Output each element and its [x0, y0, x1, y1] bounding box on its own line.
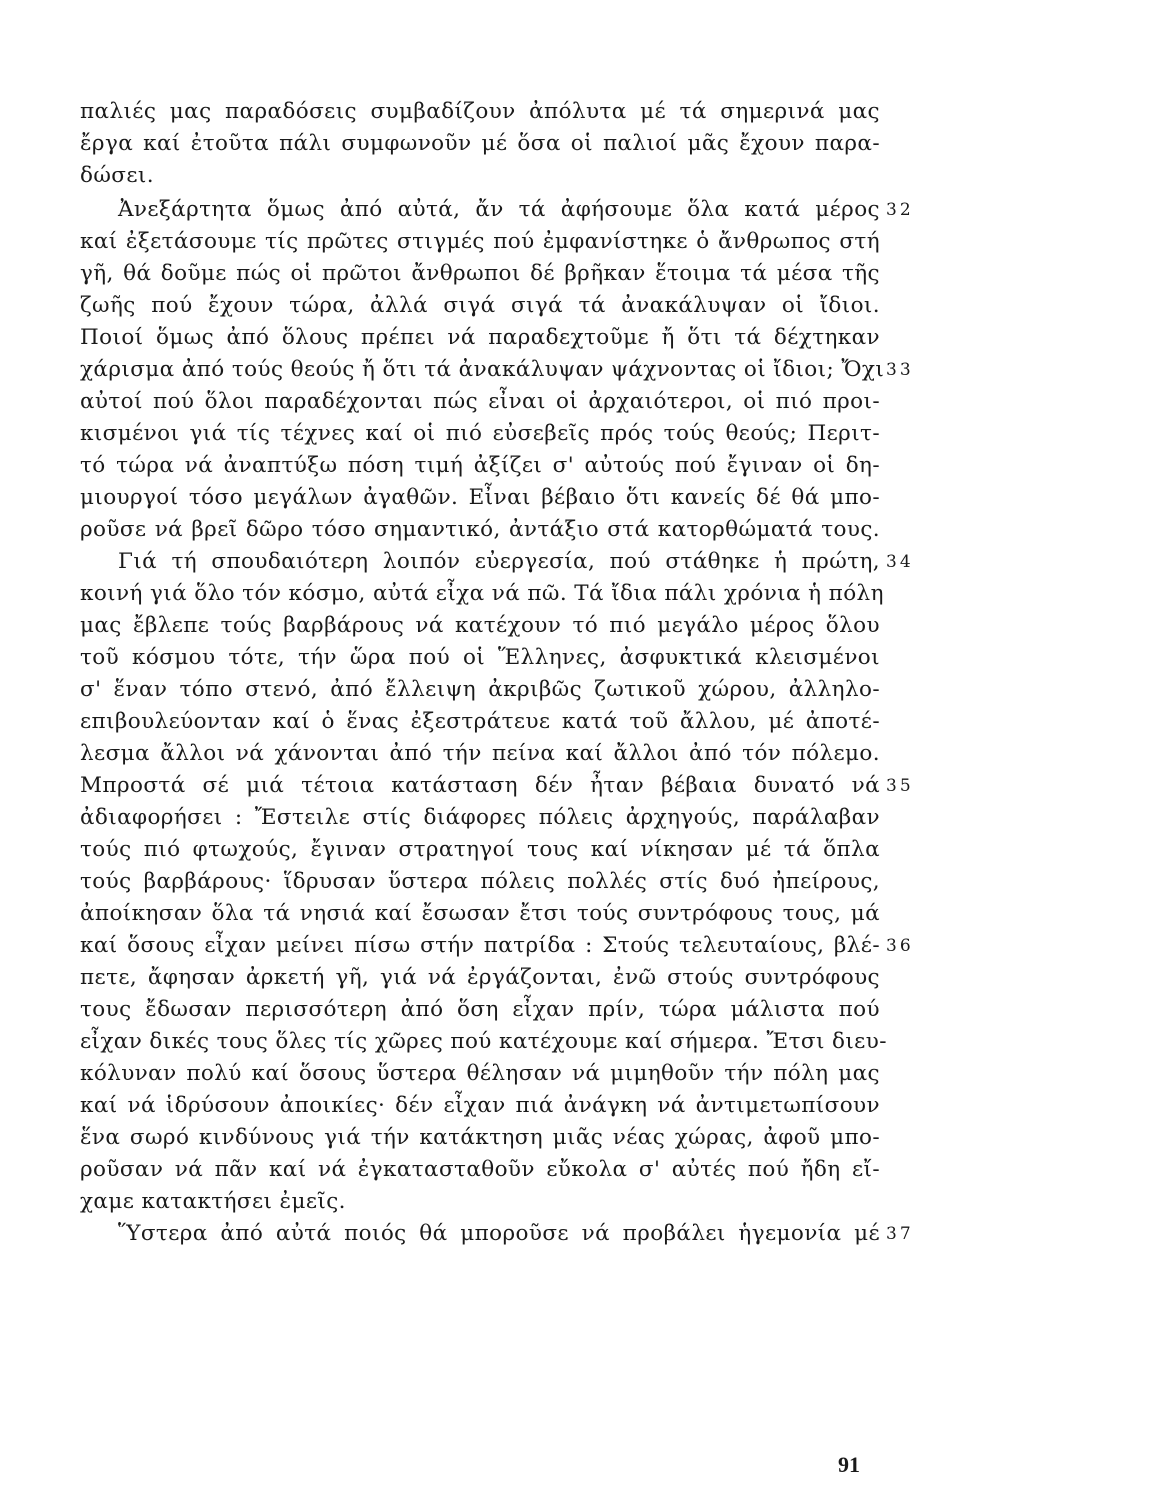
text-line: τούς πιό φτωχούς, ἔγιναν στρατηγοί τους καί νίκησαν μέ τά ὅπλα [80, 837, 880, 862]
text-line: κόλυναν πολύ καί ὅσους ὕστερα θέλησαν νά μιμηθοῦν τήν πόλη μας [80, 1061, 880, 1086]
text-line: χαμε κατακτήσει ἐμεῖς. [80, 1189, 346, 1214]
text-line: ἕνα σωρό κινδύνους γιά τήν κατάκτηση μιᾶς νέας χώρας, ἀφοῦ μπο- [80, 1125, 880, 1150]
margin-number: 34 [886, 552, 914, 572]
text-line: επιβουλεύονταν καί ὁ ἕνας ἐξεστράτευε κατά τοῦ ἄλλου, μέ ἀποτέ- [80, 709, 880, 734]
text-line: λεσμα ἄλλοι νά χάνονται ἀπό τήν πείνα καί ἄλλοι ἀπό τόν πόλεμο. [80, 741, 880, 766]
text-line: καί ὅσους εἶχαν μείνει πίσω στήν πατρίδα : Στούς τελευταίους, βλέ- [80, 933, 880, 958]
text-line: καί νά ἱδρύσουν ἀποικίες· δέν εἶχαν πιά ἀνάγκη νά ἀντιμετωπίσουν [80, 1093, 880, 1118]
text-line: παλιές μας παραδόσεις συμβαδίζουν ἀπόλυτα μέ τά σημερινά μας [80, 99, 880, 124]
text-line: καί ἐξετάσουμε τίς πρῶτες στιγμές πού ἐμφανίστηκε ὁ ἄνθρωπος στή [80, 229, 880, 254]
text-line: Μπροστά σέ μιά τέτοια κατάσταση δέν ἦταν βέβαια δυνατό νά [80, 773, 880, 798]
margin-number: 37 [886, 1224, 914, 1244]
text-line: ἔργα καί ἐτοῦτα πάλι συμφωνοῦν μέ ὅσα οἱ παλιοί μᾶς ἔχουν παρα- [80, 131, 880, 156]
margin-number: 33 [886, 360, 914, 380]
text-line: ἀποίκησαν ὅλα τά νησιά καί ἔσωσαν ἔτσι τούς συντρόφους τους, μά [80, 901, 880, 926]
text-line: Ποιοί ὅμως ἀπό ὅλους πρέπει νά παραδεχτοῦμε ἤ ὅτι τά δέχτηκαν [80, 325, 880, 350]
text-line: Ὕστερα ἀπό αὐτά ποιός θά μποροῦσε νά προβάλει ἡγεμονία μέ [118, 1221, 880, 1246]
text-line: δώσει. [80, 163, 154, 188]
text-line: εἶχαν δικές τους ὅλες τίς χῶρες πού κατέχουμε καί σήμερα. Ἔτσι διευ- [80, 1029, 887, 1054]
text-line: μας ἔβλεπε τούς βαρβάρους νά κατέχουν τό πιό μεγάλο μέρος ὅλου [80, 613, 880, 638]
text-line: ροῦσε νά βρεῖ δῶρο τόσο σημαντικό, ἀντάξιο στά κατορθώματά τους. [80, 517, 880, 542]
text-line: πετε, ἄφησαν ἀρκετή γῆ, γιά νά ἐργάζονται, ἐνῶ στούς συντρόφους [80, 965, 880, 990]
text-line: τό τώρα νά ἀναπτύξω πόση τιμή ἀξίζει σ' αὐτούς πού ἔγιναν οἱ δη- [80, 453, 880, 478]
text-line: μιουργοί τόσο μεγάλων ἀγαθῶν. Εἶναι βέβαιο ὅτι κανείς δέ θά μπο- [80, 485, 880, 510]
text-line: ἀδιαφορήσει : Ἔστειλε στίς διάφορες πόλεις ἀρχηγούς, παράλαβαν [80, 805, 880, 830]
margin-number: 32 [886, 200, 914, 220]
text-line: κισμένοι γιά τίς τέχνες καί οἱ πιό εὐσεβεῖς πρός τούς θεούς; Περιτ- [80, 421, 880, 446]
margin-number: 36 [886, 936, 914, 956]
text-line: σ' ἕναν τόπο στενό, ἀπό ἔλλειψη ἀκριβῶς ζωτικοῦ χώρου, ἀλληλο- [80, 677, 880, 702]
text-line: χάρισμα ἀπό τούς θεούς ἤ ὅτι τά ἀνακάλυψαν ψάχνοντας οἱ ἴδιοι; Ὄχι [80, 357, 885, 382]
text-line: τους ἔδωσαν περισσότερη ἀπό ὅση εἶχαν πρίν, τώρα μάλιστα πού [80, 997, 880, 1022]
text-line: γῆ, θά δοῦμε πώς οἱ πρῶτοι ἄνθρωποι δέ βρῆκαν ἕτοιμα τά μέσα τῆς [80, 261, 880, 286]
text-line: Γιά τή σπουδαιότερη λοιπόν εὐεργεσία, πού στάθηκε ἡ πρώτη, [118, 549, 880, 574]
text-line: κοινή γιά ὅλο τόν κόσμο, αὐτά εἶχα νά πῶ. Τά ἴδια πάλι χρόνια ἡ πόλη [80, 581, 884, 606]
text-line: τοῦ κόσμου τότε, τήν ὥρα πού οἱ Ἕλληνες, ἀσφυκτικά κλεισμένοι [80, 645, 880, 670]
text-line: τούς βαρβάρους· ἵδρυσαν ὕστερα πόλεις πολλές στίς δυό ἠπείρους, [80, 869, 880, 894]
text-line: αὐτοί πού ὅλοι παραδέχονται πώς εἶναι οἱ ἀρχαιότεροι, οἱ πιό προι- [80, 389, 880, 414]
text-line: ροῦσαν νά πᾶν καί νά ἐγκατασταθοῦν εὔκολα σ' αὐτές πού ἤδη εἴ- [80, 1157, 880, 1182]
text-line: ζωῆς πού ἔχουν τώρα, ἀλλά σιγά σιγά τά ἀνακάλυψαν οἱ ἴδιοι. [80, 293, 880, 318]
text-line: Ἀνεξάρτητα ὅμως ἀπό αὐτά, ἄν τά ἀφήσουμε ὅλα κατά μέρος [118, 197, 880, 222]
page-number: 91 [838, 1452, 860, 1477]
margin-number: 35 [886, 776, 914, 796]
